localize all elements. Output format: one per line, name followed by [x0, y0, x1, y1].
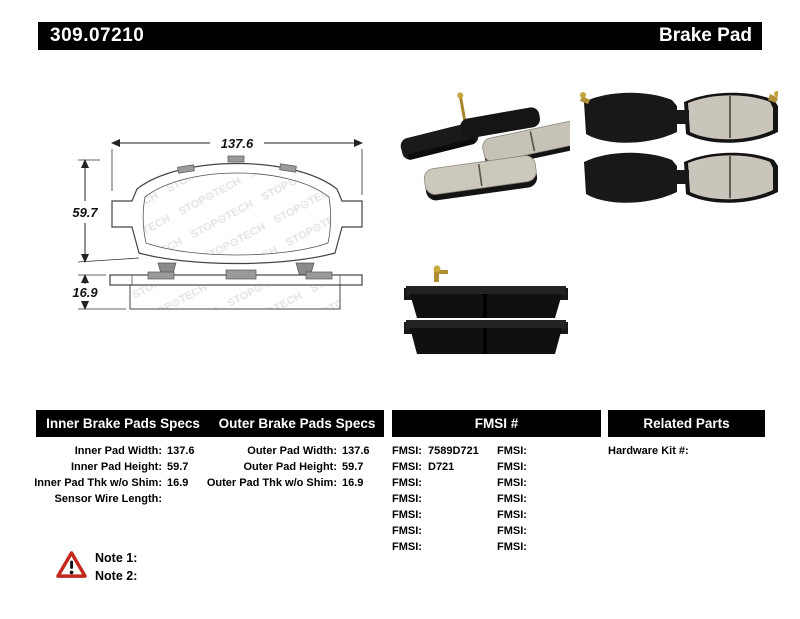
- pad-back-bottom: [584, 153, 683, 203]
- spec-label: Inner Pad Width:: [74, 445, 162, 457]
- spec-label: Sensor Wire Length:: [54, 493, 162, 505]
- pads-specs-header-bar: [36, 410, 384, 437]
- wear-sensor-pin: [459, 97, 466, 121]
- table-row: [497, 475, 533, 491]
- warning-triangle-icon: [56, 550, 87, 579]
- table-row: [497, 443, 533, 459]
- table-row: [392, 491, 479, 507]
- outer-specs-table: [205, 443, 370, 491]
- width-dim-label: 137.6: [220, 136, 254, 151]
- related-parts-header-bar: [608, 410, 765, 437]
- part-number: 309.07210: [50, 25, 145, 46]
- spec-value: 137.6: [167, 445, 195, 457]
- page-title: Brake Pad: [659, 25, 752, 46]
- fmsi-label: FMSI:: [497, 525, 527, 537]
- pads-perspective-photo: [395, 90, 570, 208]
- spec-value: 16.9: [167, 477, 189, 489]
- table-row: [205, 443, 370, 459]
- table-row: [392, 539, 479, 555]
- header-bar: [38, 22, 762, 50]
- pad-edge-bottom: [404, 320, 568, 354]
- fmsi-right-column: [497, 443, 533, 555]
- note-1: Note 1:: [95, 551, 138, 565]
- fmsi-label: FMSI:: [392, 541, 422, 553]
- pads-edge-photo: [400, 262, 575, 362]
- pad-edge-top: [404, 266, 568, 319]
- fmsi-value: D721: [428, 461, 455, 473]
- related-parts-title: Related Parts: [643, 416, 730, 431]
- pad-friction-bottom: [680, 153, 778, 203]
- fmsi-value: 7589D721: [428, 445, 479, 457]
- fmsi-label: FMSI:: [497, 509, 527, 521]
- height-dim-label: 59.7: [72, 205, 98, 220]
- related-label: Hardware Kit #:: [608, 445, 689, 457]
- spec-label: Outer Pad Height:: [243, 461, 337, 473]
- thickness-dim-label: 16.9: [72, 285, 98, 300]
- table-row: [30, 459, 195, 475]
- fmsi-label: FMSI:: [497, 493, 527, 505]
- fmsi-label: FMSI:: [392, 525, 422, 537]
- table-row: [497, 459, 533, 475]
- table-row: [392, 443, 479, 459]
- fmsi-header-bar: [392, 410, 601, 437]
- table-row: [392, 475, 479, 491]
- spec-value: [162, 491, 167, 507]
- fmsi-value: [529, 443, 533, 459]
- table-row: [30, 491, 195, 507]
- table-row: [205, 459, 370, 475]
- fmsi-label: FMSI:: [392, 461, 422, 473]
- fmsi-value: [529, 491, 533, 507]
- fmsi-label: FMSI:: [497, 541, 527, 553]
- pad-friction-lower: [423, 154, 538, 201]
- outer-specs-title: Outer Brake Pads Specs: [218, 416, 376, 431]
- fmsi-value: [424, 539, 428, 555]
- spec-value: 137.6: [342, 445, 370, 457]
- fmsi-value: [424, 523, 428, 539]
- spec-label: Inner Pad Height:: [70, 461, 162, 473]
- table-row: [205, 475, 370, 491]
- note-2: Note 2:: [95, 569, 138, 583]
- table-row: [30, 443, 195, 459]
- inner-specs-table: [30, 443, 195, 507]
- fmsi-value: [529, 523, 533, 539]
- table-row: [392, 459, 479, 475]
- table-row: [392, 507, 479, 523]
- table-row: [497, 539, 533, 555]
- pad-side-view: [110, 270, 362, 309]
- fmsi-value: [529, 475, 533, 491]
- table-row: [497, 507, 533, 523]
- pad-friction-top: [680, 91, 778, 143]
- inner-specs-title: Inner Brake Pads Specs: [46, 416, 200, 431]
- fmsi-label: FMSI:: [497, 477, 527, 489]
- table-row: [497, 523, 533, 539]
- fmsi-value: [424, 475, 428, 491]
- fmsi-title: FMSI #: [474, 416, 519, 431]
- pads-front-back-photo: [578, 86, 778, 208]
- spec-value: 59.7: [342, 461, 364, 473]
- fmsi-value: [529, 539, 533, 555]
- pad-front-view: [112, 156, 362, 277]
- technical-drawing: [40, 125, 380, 320]
- related-parts-table: [608, 443, 689, 459]
- fmsi-label: FMSI:: [392, 493, 422, 505]
- spec-label: Outer Pad Thk w/o Shim:: [206, 477, 337, 489]
- fmsi-label: FMSI:: [497, 445, 527, 457]
- table-row: [30, 475, 195, 491]
- table-row: [392, 523, 479, 539]
- spec-label: Inner Pad Thk w/o Shim:: [34, 477, 162, 489]
- fmsi-label: FMSI:: [392, 509, 422, 521]
- fmsi-value: [529, 459, 533, 475]
- spec-label: Outer Pad Width:: [247, 445, 337, 457]
- table-row: [497, 491, 533, 507]
- spec-value: 16.9: [342, 477, 364, 489]
- spec-value: 59.7: [167, 461, 189, 473]
- pad-back-top: [580, 92, 683, 143]
- fmsi-label: FMSI:: [392, 477, 422, 489]
- fmsi-label: FMSI:: [392, 445, 422, 457]
- fmsi-value: [424, 491, 428, 507]
- fmsi-label: FMSI:: [497, 461, 527, 473]
- fmsi-left-column: [392, 443, 479, 555]
- table-row: [608, 443, 689, 459]
- fmsi-value: [424, 507, 428, 523]
- fmsi-value: [529, 507, 533, 523]
